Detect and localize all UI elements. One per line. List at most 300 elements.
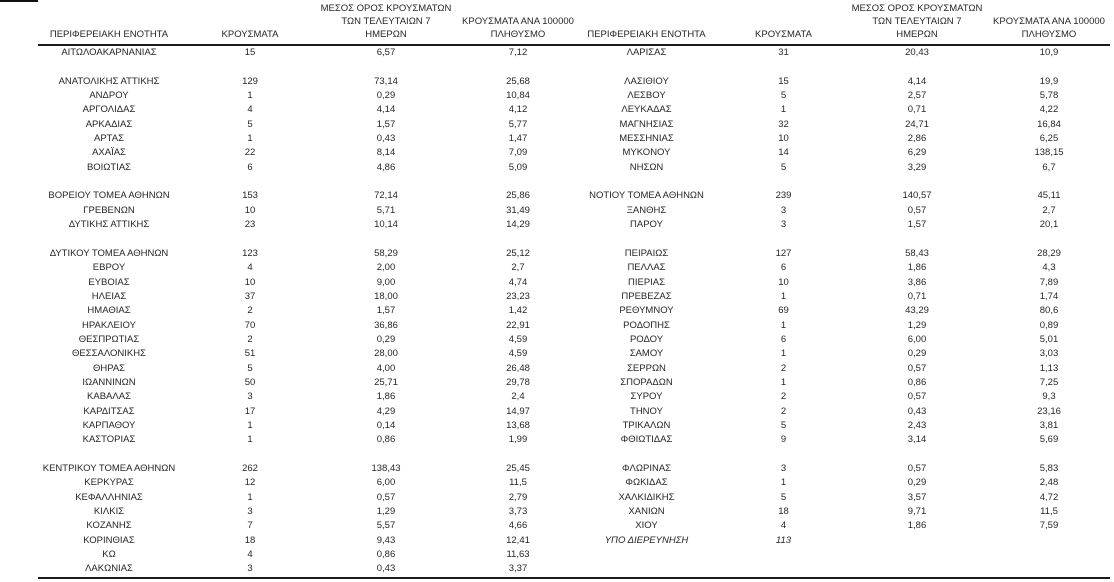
avg7-value: 73,14 (374, 75, 398, 87)
left-region-table (38, 46, 584, 577)
per100k-value: 5,01 (1039, 333, 1059, 345)
region-name: ΝΟΤΙΟΥ ΤΟΜΕΑ ΑΘΗΝΩΝ (589, 190, 704, 202)
spacer-row (38, 232, 584, 246)
cases-value: 15 (778, 75, 789, 87)
table-row (38, 548, 584, 562)
region-name: ΜΥΚΟΝΟΥ (622, 147, 671, 159)
spacer-row (576, 448, 1114, 462)
per100k-value: 138,15 (1034, 147, 1064, 159)
region-name: ΚΟΖΑΝΗΣ (86, 520, 132, 532)
region-name: ΒΟΙΩΤΙΑΣ (86, 161, 132, 173)
per100k-value: 5,77 (508, 118, 528, 130)
cases-value: 7 (247, 520, 253, 532)
table-row (38, 562, 584, 576)
avg7-value: 1,57 (376, 305, 396, 317)
table-row (38, 319, 584, 333)
per100k-value: 2,4 (511, 391, 525, 403)
table-row (576, 519, 1114, 533)
avg7-value: 1,29 (376, 506, 396, 517)
per100k-value: 26,48 (506, 362, 530, 374)
avg7-value: 6,29 (907, 147, 927, 159)
cases-value: 17 (244, 405, 256, 417)
table-row (38, 505, 584, 519)
avg7-value: 58,43 (905, 247, 929, 259)
cases-value: 10 (244, 204, 256, 216)
per100k-value: 4,22 (1039, 104, 1059, 116)
spacer-row (576, 232, 1114, 246)
per100k-value: 25,12 (506, 247, 530, 259)
per100k-value: 14,29 (506, 219, 530, 231)
spacer-row (38, 448, 584, 462)
table-row (576, 405, 1114, 419)
avg7-value: 4,14 (907, 75, 927, 87)
per100k-value: 0,89 (1039, 319, 1059, 331)
cases-value: 2 (780, 405, 787, 417)
cases-value: 1 (780, 348, 787, 360)
avg7-value: 2,00 (376, 262, 396, 274)
per100k-value: 28,29 (1037, 247, 1061, 259)
region-name: ΚΕΝΤΡΙΚΟΥ ΤΟΜΕΑ ΑΘΗΝΩΝ (42, 462, 176, 474)
region-name: ΘΕΣΣΑΛΟΝΙΚΗΣ (72, 348, 146, 360)
per100k-value: 4,59 (508, 348, 528, 360)
region-name: ΚΟΡΙΝΘΙΑΣ (83, 534, 135, 546)
cases-value: 1 (247, 491, 253, 503)
per100k-value: 1,13 (1039, 362, 1059, 374)
avg7-value: 0,43 (907, 405, 927, 417)
region-name: ΣΥΡΟΥ (630, 391, 663, 403)
table-row (38, 390, 584, 404)
region-name: ΛΑΚΩΝΙΑΣ (85, 563, 133, 575)
per100k-value: 4,72 (1039, 491, 1059, 503)
table-row (38, 161, 584, 175)
per100k-value: 1,99 (508, 434, 528, 446)
table-row (576, 304, 1114, 318)
table-row (38, 433, 584, 447)
table-row (576, 218, 1114, 232)
cases-value: 12 (244, 477, 256, 489)
avg7-value: 0,86 (907, 376, 927, 388)
table-row (38, 247, 584, 261)
per100k-value: 11,5 (509, 477, 527, 489)
cases-value: 2 (247, 305, 253, 317)
table-row (38, 333, 584, 347)
cases-value: 69 (778, 305, 789, 317)
avg7-value: 4,86 (376, 161, 396, 173)
avg7-value: 4,14 (376, 104, 396, 116)
region-name: ΕΥΒΟΙΑΣ (88, 276, 130, 288)
per100k-value: 25,68 (506, 75, 530, 87)
per100k-value: 16,84 (1037, 118, 1061, 130)
region-name: ΘΗΡΑΣ (92, 362, 126, 374)
avg7-value: 0,71 (907, 290, 927, 302)
cases-value: 1 (780, 290, 787, 302)
avg7-value: 140,57 (902, 190, 932, 202)
avg7-value: 6,57 (376, 47, 396, 58)
avg7-value: 0,29 (907, 348, 927, 360)
cases-value: 70 (244, 319, 256, 331)
region-name: ΘΕΣΠΡΩΤΙΑΣ (78, 333, 140, 345)
spacer-row (38, 60, 584, 74)
table-row (38, 519, 584, 533)
per100k-value: 10,9 (1039, 47, 1059, 58)
per100k-value: 12,41 (506, 534, 530, 546)
cases-value: 123 (242, 247, 258, 259)
avg7-value: 2,43 (907, 419, 927, 431)
table-row (38, 46, 584, 60)
per100k-value: 2,7 (511, 262, 525, 274)
per100k-value: 1,47 (508, 133, 528, 145)
table-row (576, 476, 1114, 490)
region-name: ΛΑΣΙΘΙΟΥ (624, 75, 669, 87)
table-row (576, 534, 1114, 548)
table-row (38, 75, 584, 89)
region-name: ΚΑΡΠΑΘΟΥ (82, 419, 136, 431)
cases-value: 6 (780, 333, 787, 345)
cases-value: 153 (242, 190, 258, 202)
table-row (576, 362, 1114, 376)
table-row (576, 146, 1114, 160)
column-header-cases-label: ΚΡΟΥΣΜΑΤΑ (755, 29, 812, 41)
avg7-value: 3,86 (907, 276, 927, 288)
region-name: ΠΕΛΛΑΣ (627, 262, 666, 274)
avg7-value: 8,14 (376, 147, 396, 159)
region-name: ΗΛΕΙΑΣ (91, 290, 127, 302)
table-row (576, 333, 1114, 347)
region-name: ΣΕΡΡΩΝ (627, 362, 666, 374)
per100k-value: 7,25 (1039, 376, 1059, 388)
avg7-value: 0,29 (376, 333, 396, 345)
table-row (576, 491, 1114, 505)
region-name: ΒΟΡΕΙΟΥ ΤΟΜΕΑ ΑΘΗΝΩΝ (48, 190, 170, 202)
avg7-value: 0,57 (376, 491, 396, 503)
avg7-value: 1,57 (376, 118, 396, 130)
table-row (38, 362, 584, 376)
table-row (576, 261, 1114, 275)
table-row (576, 118, 1114, 132)
cases-value: 129 (242, 75, 258, 87)
table-row (38, 462, 584, 476)
table-row (576, 247, 1114, 261)
region-name: ΣΑΜΟΥ (629, 348, 664, 360)
cases-value: 1 (247, 434, 253, 446)
per100k-value: 13,68 (506, 419, 530, 431)
cases-value: 3 (780, 204, 787, 216)
region-name: ΦΘΙΩΤΙΔΑΣ (620, 434, 673, 446)
avg7-value: 0,57 (907, 391, 927, 403)
region-name: ΠΑΡΟΥ (630, 219, 663, 231)
cases-value: 1 (247, 90, 253, 102)
region-name: ΓΡΕΒΕΝΩΝ (83, 204, 135, 216)
table-row (38, 103, 584, 117)
region-name: ΡΟΔΟΠΗΣ (623, 319, 670, 331)
per100k-value: 6,25 (1039, 133, 1059, 145)
table-row (576, 189, 1114, 203)
region-name: ΚΕΦΑΛΛΗΝΙΑΣ (75, 491, 143, 503)
cases-value: 5 (247, 118, 253, 130)
per100k-value: 80,6 (1039, 305, 1059, 317)
table-row (576, 75, 1114, 89)
column-header-region-label: ΠΕΡΙΦΕΡΕΙΑΚΗ ΕΝΟΤΗΤΑ (587, 29, 706, 41)
per100k-value: 4,74 (508, 276, 528, 288)
table-row (576, 290, 1114, 304)
spacer-row (38, 175, 584, 189)
per100k-value: 1,74 (1039, 290, 1059, 302)
per100k-value: 4,59 (508, 333, 528, 345)
region-name: ΠΕΙΡΑΙΩΣ (624, 247, 669, 259)
column-header-7day-average: ΜΕΣΟΣ ΟΡΟΣ ΚΡΟΥΣΜΑΤΩΝ ΤΩΝ ΤΕΛΕΥΤΑΙΩΝ 7 ΗΜΕΡΩΝ (851, 3, 983, 41)
column-header-7day-average: ΜΕΣΟΣ ΟΡΟΣ ΚΡΟΥΣΜΑΤΩΝ ΤΩΝ ΤΕΛΕΥΤΑΙΩΝ 7 ΗΜΕΡΩΝ (320, 3, 452, 41)
table-row (38, 376, 584, 390)
table-row (576, 433, 1114, 447)
region-name: ΑΝΔΡΟΥ (89, 90, 129, 102)
right-region-table (576, 46, 1114, 548)
column-header-per-100000: ΚΡΟΥΣΜΑΤΑ ΑΝΑ 100000 ΠΛΗΘΥΣΜΟ (993, 16, 1105, 41)
table-row (576, 276, 1114, 290)
per100k-value: 9,3 (1042, 391, 1056, 403)
table-row (38, 189, 584, 203)
table-row (38, 261, 584, 275)
avg7-value: 1,86 (907, 520, 927, 532)
column-header-cases-label: ΚΡΟΥΣΜΑΤΑ (221, 29, 279, 41)
per100k-value: 19,9 (1039, 75, 1059, 87)
avg7-value: 6,00 (907, 333, 927, 345)
region-name: ΑΡΚΑΔΙΑΣ (85, 118, 133, 130)
cases-value: 5 (780, 161, 787, 173)
per100k-value: 23,16 (1037, 405, 1061, 417)
region-name: ΗΡΑΚΛΕΙΟΥ (82, 319, 136, 331)
region-name: ΤΗΝΟΥ (630, 405, 663, 417)
region-name: ΔΥΤΙΚΟΥ ΤΟΜΕΑ ΑΘΗΝΩΝ (49, 247, 169, 259)
avg7-value: 25,71 (374, 376, 398, 388)
per100k-value: 5,83 (1039, 462, 1059, 474)
avg7-value: 0,29 (907, 477, 927, 489)
table-row (576, 347, 1114, 361)
cases-value: 31 (778, 47, 789, 58)
region-name: ΚΑΒΑΛΑΣ (87, 391, 131, 403)
per100k-value: 3,37 (508, 563, 528, 575)
table-row (38, 218, 584, 232)
per100k-value: 23,23 (506, 290, 530, 302)
avg7-value: 0,57 (907, 362, 927, 374)
cases-value: 37 (244, 290, 256, 302)
table-bottom-line (38, 577, 1110, 579)
cases-value: 2 (780, 362, 787, 374)
per100k-value: 6,7 (1042, 161, 1056, 173)
cases-value: 50 (244, 376, 256, 388)
cases-value: 22 (244, 147, 256, 159)
avg7-value: 0,43 (376, 563, 396, 575)
region-name: ΡΟΔΟΥ (629, 333, 664, 345)
region-name: ΚΕΡΚΥΡΑΣ (84, 477, 134, 489)
region-name: ΧΑΛΚΙΔΙΚΗΣ (618, 491, 675, 503)
region-name: ΛΕΣΒΟΥ (627, 90, 666, 102)
column-header-region (576, 0, 717, 44)
spacer-row (576, 60, 1114, 74)
region-name: ΦΛΩΡΙΝΑΣ (621, 462, 672, 474)
avg7-value: 3,29 (907, 161, 927, 173)
left-table-header (38, 0, 584, 44)
table-row (576, 376, 1114, 390)
table-row (576, 103, 1114, 117)
cases-value: 1 (247, 419, 253, 431)
cases-value: 1 (780, 319, 787, 331)
cases-value: 3 (247, 563, 253, 575)
cases-value: 4 (247, 262, 253, 274)
region-name: ΚΑΡΔΙΤΣΑΣ (83, 405, 135, 417)
page-edge-artifact (0, 0, 38, 2)
avg7-value: 1,86 (907, 262, 927, 274)
column-header-region-label: ΠΕΡΙΦΕΡΕΙΑΚΗ ΕΝΟΤΗΤΑ (49, 29, 169, 41)
region-name: ΞΑΝΘΗΣ (626, 204, 667, 216)
cases-value: 3 (247, 391, 253, 403)
region-name: ΔΥΤΙΚΗΣ ΑΤΤΙΚΗΣ (68, 219, 150, 231)
avg7-value: 6,00 (376, 477, 396, 489)
table-row (38, 146, 584, 160)
per100k-value: 1,42 (508, 305, 528, 317)
per100k-value: 22,91 (506, 319, 530, 331)
table-row (576, 161, 1114, 175)
region-name: ΧΙΟΥ (635, 520, 658, 532)
region-name: ΚΩ (102, 549, 116, 561)
region-name: ΚΑΣΤΟΡΙΑΣ (82, 434, 136, 446)
avg7-value: 58,29 (374, 247, 398, 259)
per100k-value: 5,78 (1039, 90, 1059, 102)
region-name: ΡΕΘΥΜΝΟΥ (619, 305, 674, 317)
table-row (38, 419, 584, 433)
per100k-value: 11,63 (506, 549, 530, 561)
table-row (38, 491, 584, 505)
per100k-value: 5,69 (1039, 434, 1059, 446)
cases-value: 127 (775, 247, 792, 259)
per100k-value: 20,1 (1039, 219, 1059, 231)
cases-value: 1 (780, 477, 787, 489)
right-table-header (576, 0, 1114, 44)
avg7-value: 4,29 (376, 405, 396, 417)
region-name: ΑΡΤΑΣ (94, 133, 124, 145)
region-name: ΗΜΑΘΙΑΣ (87, 305, 131, 317)
avg7-value: 18,00 (374, 290, 398, 302)
per100k-value: 7,89 (1039, 276, 1059, 288)
column-header-cases (180, 0, 320, 44)
avg7-value: 1,86 (376, 391, 396, 403)
table-row (576, 46, 1114, 60)
table-row (576, 132, 1114, 146)
table-row (38, 89, 584, 103)
cases-value: 5 (780, 491, 787, 503)
avg7-value: 72,14 (374, 190, 398, 202)
region-name: ΙΩΑΝΝΙΝΩΝ (82, 376, 136, 388)
cases-value: 18 (778, 506, 789, 517)
per100k-value: 2,79 (508, 491, 528, 503)
avg7-value: 3,57 (907, 491, 927, 503)
cases-value: 10 (778, 133, 789, 145)
avg7-value: 20,43 (905, 47, 929, 58)
table-row (576, 390, 1114, 404)
cases-value: 9 (780, 434, 787, 446)
cases-value: 1 (247, 133, 253, 145)
avg7-value: 9,71 (907, 506, 927, 517)
avg7-value: 9,43 (376, 534, 396, 546)
cases-value: 262 (242, 462, 258, 474)
per100k-value: 4,3 (1042, 262, 1056, 274)
avg7-value: 5,57 (376, 520, 396, 532)
table-row (576, 89, 1114, 103)
avg7-value: 43,29 (905, 305, 929, 317)
per100k-value: 4,12 (508, 104, 528, 116)
avg7-value: 138,43 (371, 462, 401, 474)
per100k-value: 25,86 (506, 190, 530, 202)
per100k-value: 7,09 (508, 147, 528, 159)
avg7-value: 0,57 (907, 462, 927, 474)
cases-value: 5 (780, 419, 787, 431)
per100k-value: 5,09 (508, 161, 528, 173)
region-name: ΑΡΓΟΛΙΔΑΣ (82, 104, 136, 116)
per100k-value: 29,78 (506, 376, 530, 388)
avg7-value: 5,71 (376, 204, 396, 216)
cases-value: 3 (780, 462, 787, 474)
per100k-value: 2,48 (1039, 477, 1059, 489)
per100k-value: 7,59 (1039, 520, 1059, 532)
per100k-value: 4,66 (508, 520, 528, 532)
per100k-value: 3,73 (508, 506, 528, 517)
cases-value: 113 (775, 534, 792, 546)
avg7-value: 24,71 (905, 118, 929, 130)
region-name: ΛΕΥΚΑΔΑΣ (621, 104, 672, 116)
per100k-value: 2,7 (1042, 204, 1056, 216)
column-header-per-100000: ΚΡΟΥΣΜΑΤΑ ΑΝΑ 100000 ΠΛΗΘΥΣΜΟ (462, 16, 574, 41)
per100k-value: 25,45 (506, 462, 530, 474)
cases-value: 2 (780, 391, 787, 403)
cases-value: 3 (247, 506, 253, 517)
cases-value: 10 (244, 276, 256, 288)
per100k-value: 45,11 (1037, 190, 1061, 202)
region-name: ΣΠΟΡΑΔΩΝ (620, 376, 673, 388)
region-name: ΜΕΣΣΗΝΙΑΣ (619, 133, 674, 145)
cases-value: 23 (244, 219, 256, 231)
cases-value: 32 (778, 118, 789, 130)
cases-value: 1 (780, 376, 787, 388)
spacer-row (576, 175, 1114, 189)
cases-value: 10 (778, 276, 789, 288)
avg7-value: 4,00 (376, 362, 396, 374)
cases-value: 239 (775, 190, 792, 202)
cases-value: 6 (247, 161, 253, 173)
table-row (38, 290, 584, 304)
column-header-cases (717, 0, 850, 44)
avg7-value: 0,86 (376, 549, 396, 561)
region-name: ΑΝΑΤΟΛΙΚΗΣ ΑΤΤΙΚΗΣ (58, 75, 160, 87)
cases-value: 4 (247, 549, 253, 561)
avg7-value: 2,86 (907, 133, 927, 145)
avg7-value: 28,00 (374, 348, 398, 360)
cases-value: 15 (244, 47, 256, 58)
avg7-value: 0,86 (376, 434, 396, 446)
avg7-value: 0,14 (376, 419, 396, 431)
region-name: ΑΙΤΩΛΟΑΚΑΡΝΑΝΙΑΣ (61, 47, 157, 58)
region-name: ΛΑΡΙΣΑΣ (626, 47, 667, 58)
per100k-value: 7,12 (508, 47, 528, 58)
table-row (576, 204, 1114, 218)
cases-value: 2 (247, 333, 253, 345)
region-name: ΦΩΚΙΔΑΣ (625, 477, 668, 489)
table-row (38, 534, 584, 548)
cases-value: 1 (780, 104, 787, 116)
region-name: ΠΙΕΡΙΑΣ (627, 276, 666, 288)
table-row (38, 118, 584, 132)
region-name: ΧΑΝΙΩΝ (628, 506, 665, 517)
cases-value: 4 (247, 104, 253, 116)
cases-value: 5 (247, 362, 253, 374)
